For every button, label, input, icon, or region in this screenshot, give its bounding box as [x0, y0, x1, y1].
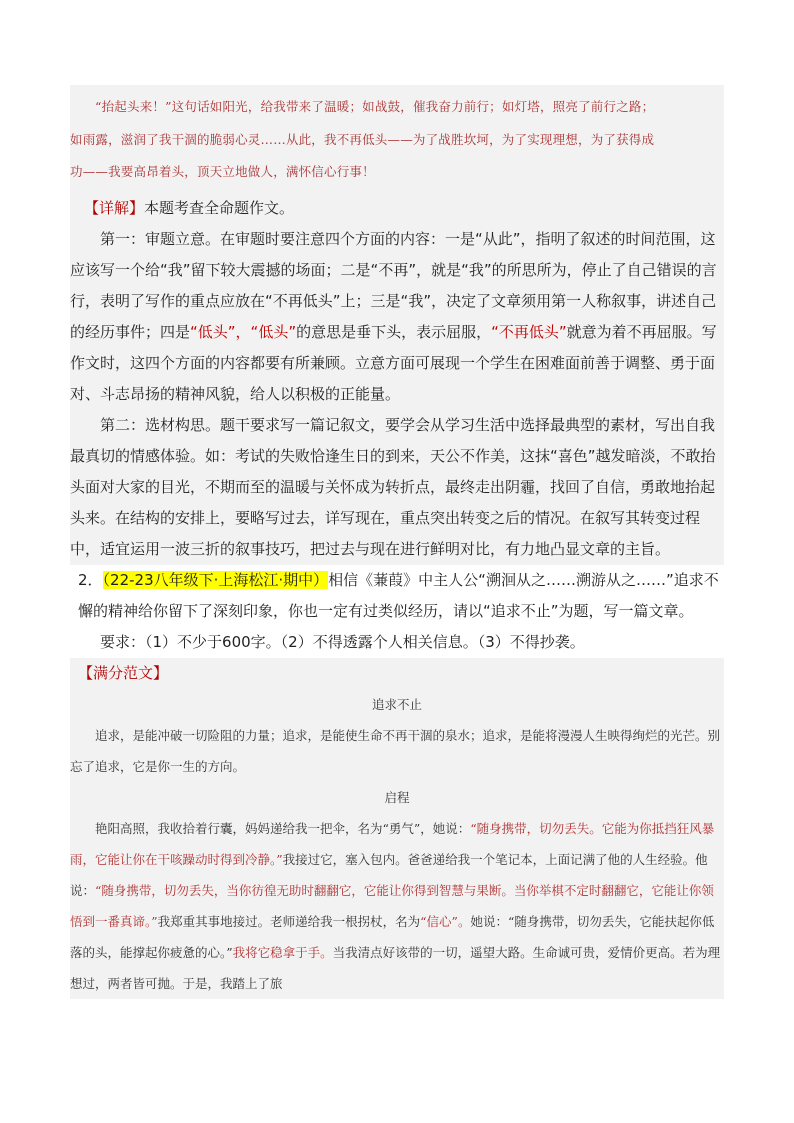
question-2-requirements: 要求：（1）不少于600字。（2）不得透露个人相关信息。（3）不得抄袭。: [100, 632, 585, 651]
essay-intro: 追求，是能冲破一切险阻的力量；追求，是能使生命不再干涸的泉水；追求，是能将漫漫人生映得绚烂的光芒。别忘了追求，它是你一生的方向。: [70, 727, 721, 774]
answer-line-2: 如雨露，滋润了我干涸的脆弱心灵……从此，我不再低头——为了战胜坎坷，为了实现理想，为了获得成: [70, 131, 655, 147]
essay-subtitle: 启程: [384, 789, 410, 805]
answer-line-1: “抬起头来！”这句话如阳光，给我带来了温暖；如战鼓，催我奋力前行；如灯塔，照亮了前行之路；: [95, 99, 655, 114]
document-page: [70, 85, 724, 999]
question-2: [70, 565, 724, 658]
previous-answer-block: [70, 85, 724, 193]
question-source: （22-23八年级下·上海松江·期中）: [102, 570, 329, 589]
essay-title: 追求不止: [371, 696, 422, 712]
essay-paragraph: 艳阳高照，我收拾着行囊，妈妈递给我一把伞，名为“勇气”，她说：“随身携带，切勿丢失。它能为你抵挡狂风暴雨，它能让你在干咳躁动时得到冷静。”我接过它，塞入包内。爸爸递给我一个笔记本，上面记满了他的人生经验。他说：“随身携带，切勿丢失，当你彷徨无助时翻翻它，它能让你得到智慧与果断。当你举棋不定时翻翻它，它能让你领悟到一番真谛。”我郑重其事地接过。老师递给我一根拐杖，名为“信心”。她说：“随身携带，切勿丢失，它能扶起你低落的头，能撑起你疲惫的心。”我将它稳拿于手。当我清点好该带的一切，遥望大路。生命诚可贵，爱情价更高。若为理想过，两者皆可抛。于是，我踏上了旅: [70, 820, 721, 991]
detail-heading: 【详解】本题考查全命题作文。: [84, 198, 295, 217]
model-essay-tag: 【满分范文】: [78, 663, 169, 682]
detail-paragraph-2: 第二：选材构思。题干要求写一篇记叙文，要学会从学习生活中选择最典型的素材，写出自我最真切的情感体验。如：考试的失败恰逢生日的到来，天公不作美，这抹“喜色”越发暗淡，不敢抬头面对大家的目光，不期而至的温暖与关怀成为转折点，最终走出阴霾，找回了自信，勇敢地抬起头来。在结构的安排上，要略写过去，详写现在，重点突出转变之后的情况。在叙写其转变过程中，适宜运用一波三折的叙事技巧，把过去与现在进行鲜明对比，有力地凸显文章的主旨。: [70, 415, 716, 558]
question-2-text: 2．（22-23八年级下·上海松江·期中）相信《蒹葭》中主人公“溯洄从之……溯游从之……”追求不懈的精神给你留下了深刻印象，你也一定有过类似经历，请以“追求不止”为题，写一篇文章。: [78, 570, 719, 620]
detail-paragraph-1: 第一：审题立意。在审题时要注意四个方面的内容：一是“从此”，指明了叙述的时间范围，这应该写一个给“我”留下较大震撼的场面；二是“不再”，就是“我”的所思所为，停止了自己错误的言行，表明了写作的重点应放在“不再低头”上；三是“我”，决定了文章须用第一人称叙事，讲述自己的经历事件；四是“低头”，“低头”的意思是垂下头，表示屈服，“不再低头”就意为着不再屈服。写作文时，这四个方面的内容都要有所兼顾。立意方面可展现一个学生在困难面前善于调整、勇于面对、斗志昂扬的精神风貌，给人以积极的正能量。: [70, 229, 717, 403]
answer-line-3: 功——我要高昂着头，顶天立地做人，满怀信心行事！: [70, 164, 375, 179]
detail-block: [70, 193, 724, 565]
model-essay-block: [70, 658, 724, 999]
